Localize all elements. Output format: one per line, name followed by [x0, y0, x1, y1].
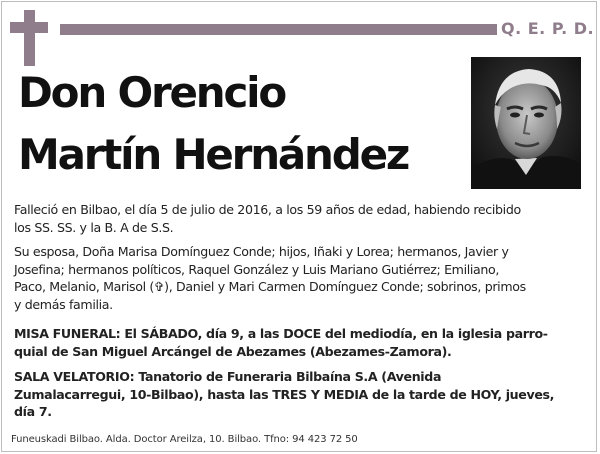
- text-line: los SS. SS. y la B. A de S.S.: [14, 219, 174, 235]
- header-divider-bar: [60, 24, 497, 35]
- qepd-heading: Q. E. P. D.: [501, 19, 595, 38]
- death-notice-paragraph: [14, 201, 586, 236]
- text-line: Su esposa, Doña Marisa Domínguez Conde; hijos, Iñaki y Lorea; hermanos, Javier y: [14, 244, 509, 259]
- funeral-mass-paragraph: [14, 325, 586, 360]
- family-paragraph: [14, 243, 586, 313]
- deceased-name-line1: Don Orencio: [18, 68, 285, 117]
- cross-vertical-bar: [24, 10, 35, 66]
- text-line: y demás familia.: [14, 296, 113, 312]
- portrait-image: [471, 57, 581, 189]
- text-line: Falleció en Bilbao, el día 5 de julio de 2016, a los 59 años de edad, habiendo recibido: [14, 202, 521, 217]
- wake-room-paragraph: [14, 368, 586, 421]
- funeral-home-footer: Funeuskadi Bilbao. Alda. Doctor Areilza, 10. Bilbao. Tfno: 94 423 72 50: [11, 434, 358, 445]
- text-line: MISA FUNERAL: El SÁBADO, día 9, a las DOCE del mediodía, en la iglesia parro-: [14, 326, 548, 341]
- text-line: Paco, Melanio, Marisol (✞), Daniel y Mari Carmen Domínguez Conde; sobrinos, primos: [14, 279, 526, 294]
- cross-horizontal-bar: [10, 22, 48, 33]
- deceased-name-line2: Martín Hernández: [18, 130, 409, 179]
- text-line: SALA VELATORIO: Tanatorio de Funeraria Bilbaína S.A (Avenida: [14, 369, 442, 384]
- text-line: Zumalacarregui, 10-Bilbao), hasta las TRES Y MEDIA de la tarde de HOY, jueves,: [14, 386, 555, 402]
- text-line: día 7.: [14, 404, 52, 419]
- text-line: Josefina; hermanos políticos, Raquel González y Luis Mariano Gutiérrez; Emiliano,: [14, 261, 500, 277]
- portrait-photo: [471, 57, 581, 189]
- text-line: quial de San Miguel Arcángel de Abezames (Abezames-Zamora).: [14, 343, 452, 359]
